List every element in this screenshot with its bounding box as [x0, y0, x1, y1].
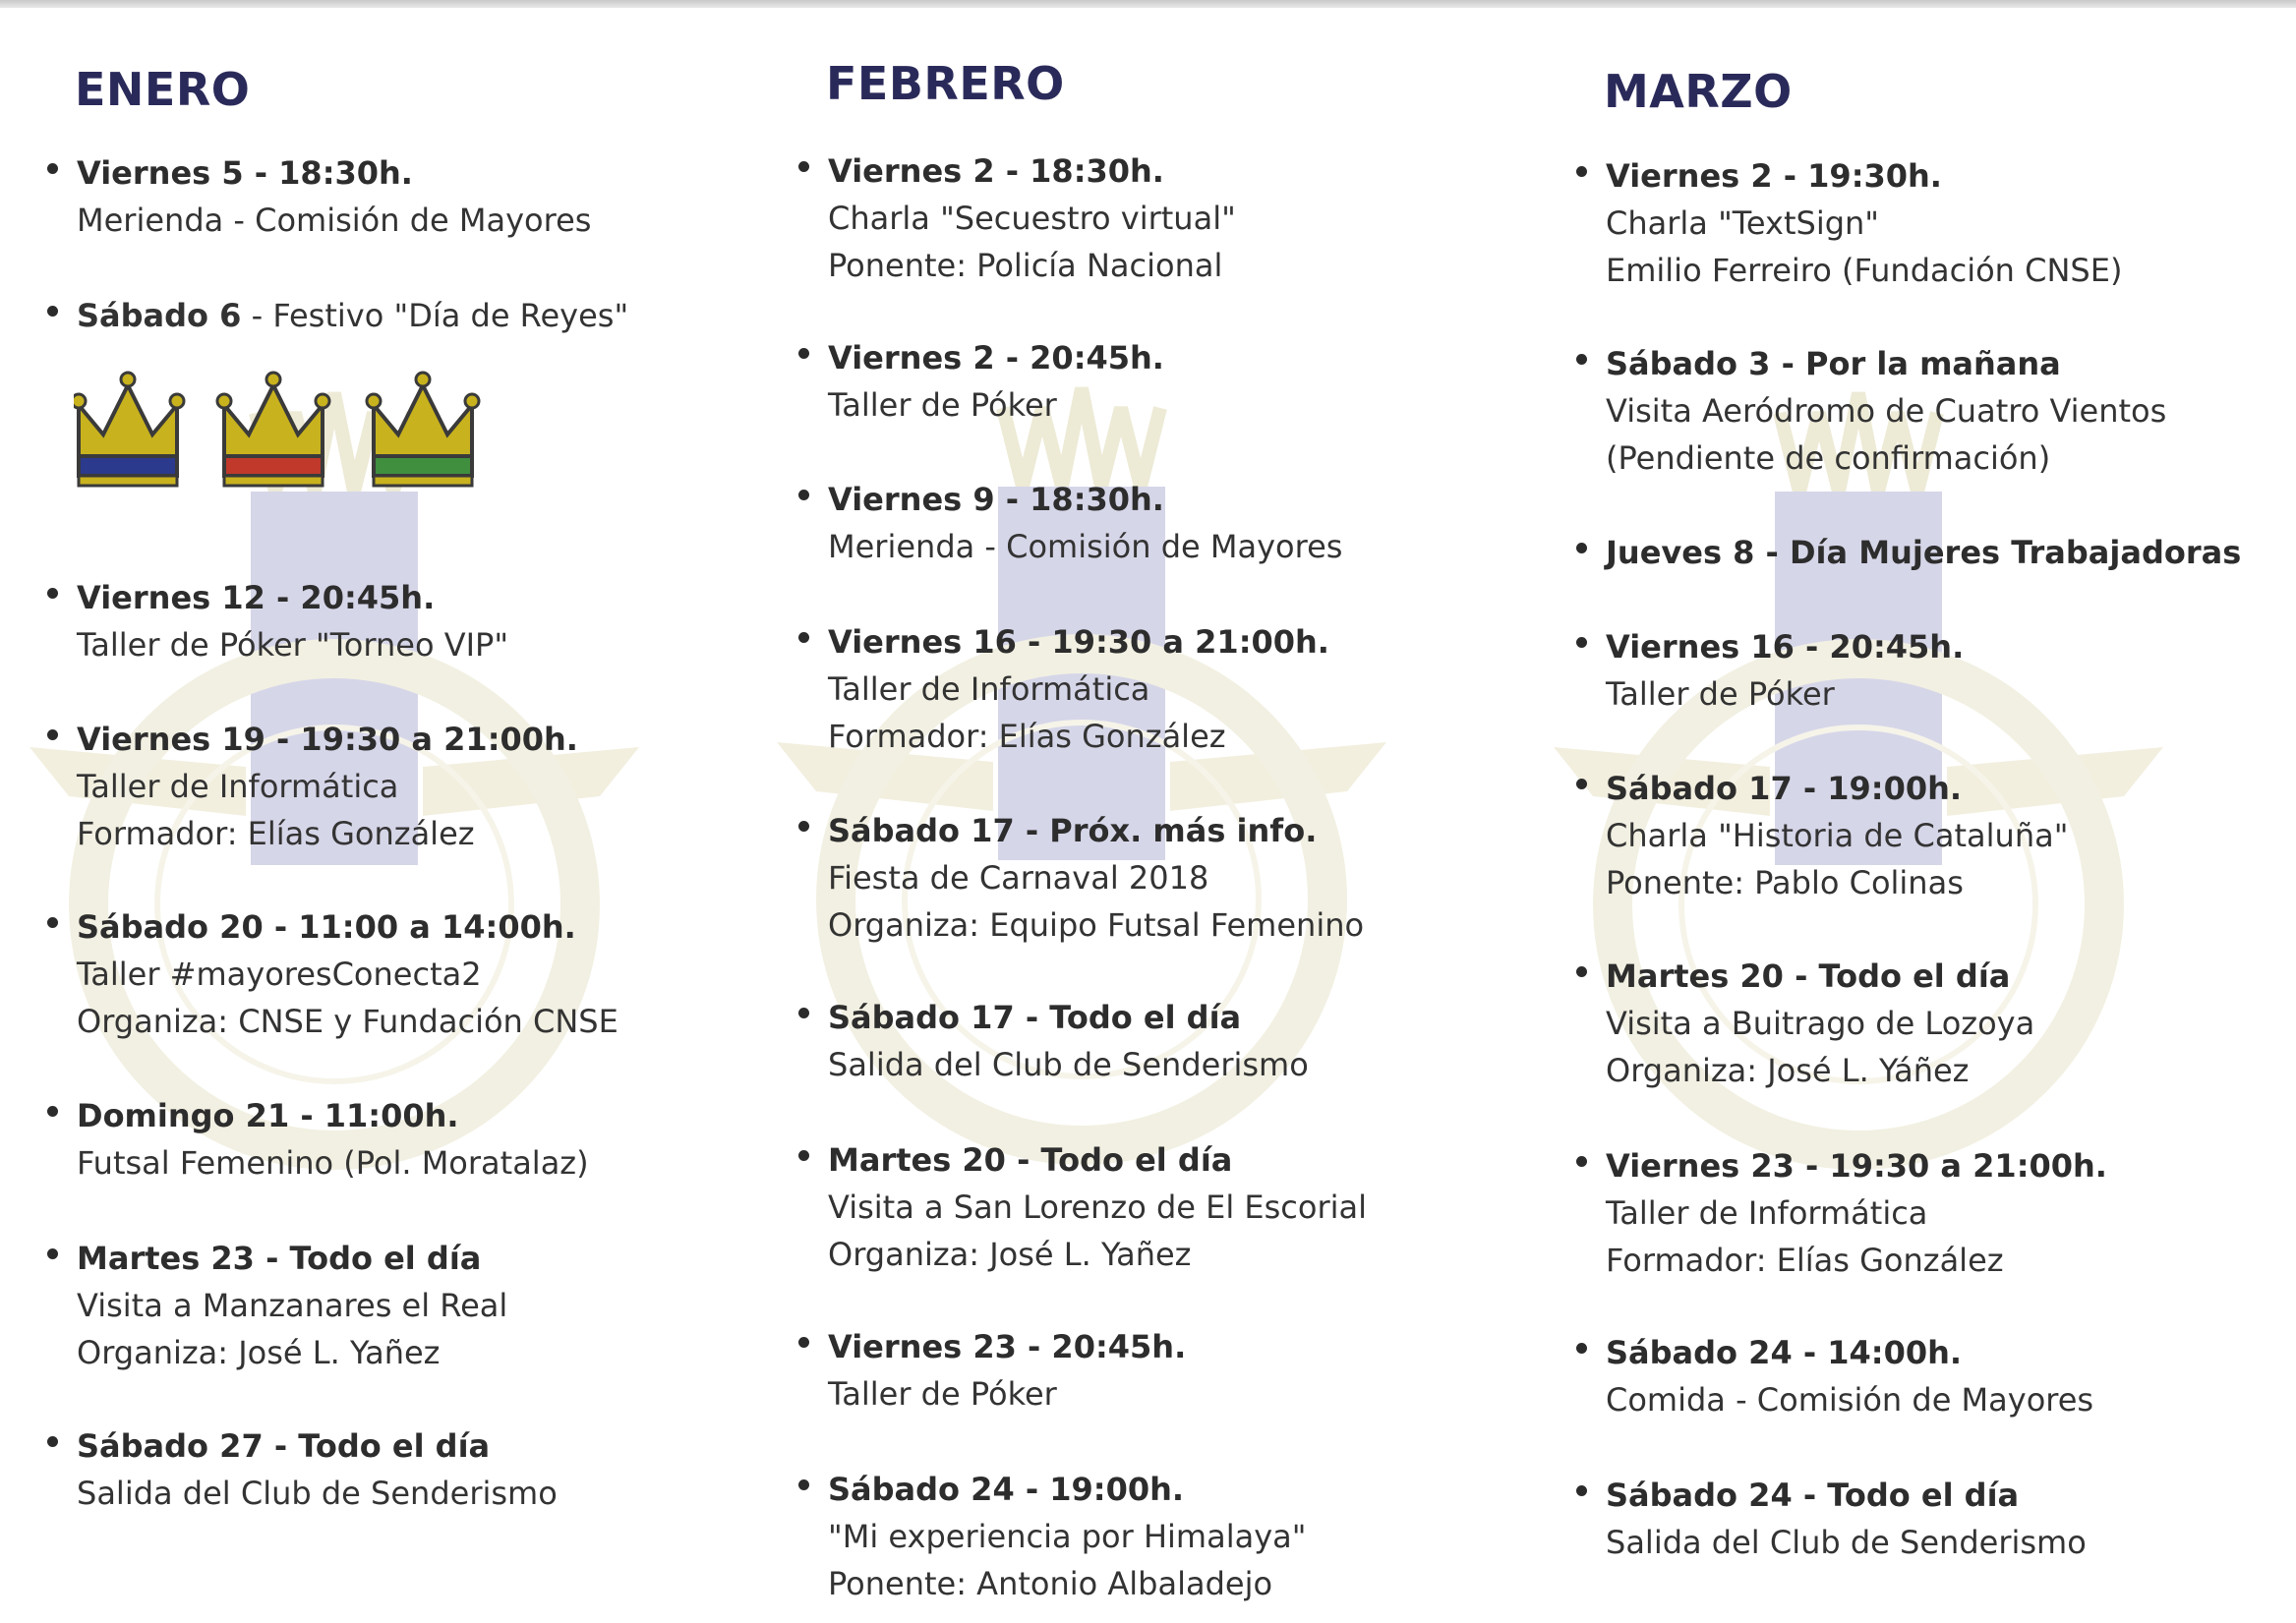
bullet-icon	[1576, 1343, 1587, 1354]
month-title: MARZO	[1604, 65, 1793, 118]
event-item: Sábado 17 - Todo el día Salida del Club de Senderismo	[828, 994, 1309, 1088]
event-item: Viernes 23 - 20:45h. Taller de Póker	[828, 1323, 1186, 1418]
bullet-icon	[1576, 1485, 1587, 1496]
event-item: Viernes 2 - 18:30h. Charla "Secuestro virtual" Ponente: Policía Nacional	[828, 147, 1236, 289]
crown-icon-green	[367, 373, 479, 486]
bullet-icon	[798, 1150, 809, 1161]
event-item: Sábado 17 - 19:00h. Charla "Historia de Cataluña" Ponente: Pablo Colinas	[1606, 765, 2068, 906]
bullet-icon	[47, 1436, 58, 1447]
event-item: Viernes 16 - 20:45h. Taller de Póker	[1606, 623, 1964, 718]
event-item: Sábado 6 - Festivo "Día de Reyes"	[77, 292, 628, 339]
event-item: Viernes 2 - 19:30h. Charla "TextSign" Emilio Ferreiro (Fundación CNSE)	[1606, 152, 2122, 294]
top-border	[0, 0, 2296, 8]
event-item: Viernes 5 - 18:30h. Merienda - Comisión de Mayores	[77, 149, 591, 244]
bullet-icon	[798, 1008, 809, 1018]
bullet-icon	[47, 917, 58, 928]
crown-icon-red	[217, 373, 329, 486]
bullet-icon	[798, 821, 809, 832]
event-item: Martes 20 - Todo el día Visita a Buitrago de Lozoya Organiza: José L. Yáñez	[1606, 953, 2034, 1094]
event-item: Jueves 8 - Día Mujeres Trabajadoras	[1606, 529, 2241, 576]
event-item: Martes 23 - Todo el día Visita a Manzanares el Real Organiza: José L. Yañez	[77, 1235, 507, 1376]
event-item: Viernes 16 - 19:30 a 21:00h. Taller de Informática Formador: Elías González	[828, 618, 1329, 760]
bullet-icon	[47, 1106, 58, 1117]
bullet-icon	[1576, 779, 1587, 789]
bullet-icon	[1576, 1156, 1587, 1167]
month-title: FEBRERO	[826, 57, 1065, 110]
bullet-icon	[798, 490, 809, 500]
bullet-icon	[47, 588, 58, 599]
bullet-icon	[47, 1248, 58, 1259]
bullet-icon	[1576, 543, 1587, 553]
event-item: Sábado 24 - 19:00h. "Mi experiencia por Himalaya" Ponente: Antonio Albaladejo	[828, 1466, 1306, 1607]
event-item: Sábado 20 - 11:00 a 14:00h. Taller #mayoresConecta2 Organiza: CNSE y Fundación CNSE	[77, 903, 618, 1045]
bullet-icon	[47, 729, 58, 740]
bullet-icon	[798, 1337, 809, 1348]
event-item: Viernes 12 - 20:45h. Taller de Póker "Torneo VIP"	[77, 574, 508, 668]
event-item: Martes 20 - Todo el día Visita a San Lorenzo de El Escorial Organiza: José L. Yañez	[828, 1136, 1367, 1278]
bullet-icon	[798, 1479, 809, 1490]
event-item: Viernes 9 - 18:30h. Merienda - Comisión de Mayores	[828, 476, 1342, 570]
bullet-icon	[798, 348, 809, 359]
bullet-icon	[798, 161, 809, 172]
event-item: Domingo 21 - 11:00h. Futsal Femenino (Pol. Moratalaz)	[77, 1092, 589, 1187]
crown-icon-blue	[74, 373, 184, 486]
bullet-icon	[1576, 166, 1587, 177]
event-item: Sábado 3 - Por la mañana Visita Aeródromo de Cuatro Vientos (Pendiente de confirmación)	[1606, 340, 2166, 482]
event-item: Sábado 24 - 14:00h. Comida - Comisión de Mayores	[1606, 1329, 2093, 1423]
event-item: Sábado 24 - Todo el día Salida del Club de Senderismo	[1606, 1472, 2087, 1566]
bullet-icon	[798, 632, 809, 643]
event-item: Viernes 23 - 19:30 a 21:00h. Taller de Informática Formador: Elías González	[1606, 1142, 2107, 1284]
event-item: Sábado 27 - Todo el día Salida del Club de Senderismo	[77, 1422, 558, 1517]
reyes-crowns	[74, 366, 487, 493]
bullet-icon	[1576, 354, 1587, 365]
month-title: ENERO	[75, 63, 251, 116]
event-item: Viernes 19 - 19:30 a 21:00h. Taller de Informática Formador: Elías González	[77, 716, 578, 857]
bullet-icon	[1576, 637, 1587, 648]
bullet-icon	[47, 163, 58, 174]
event-item: Viernes 2 - 20:45h. Taller de Póker	[828, 334, 1164, 429]
event-item: Sábado 17 - Próx. más info. Fiesta de Carnaval 2018 Organiza: Equipo Futsal Femenino	[828, 807, 1364, 949]
bullet-icon	[1576, 966, 1587, 977]
bullet-icon	[47, 306, 58, 317]
